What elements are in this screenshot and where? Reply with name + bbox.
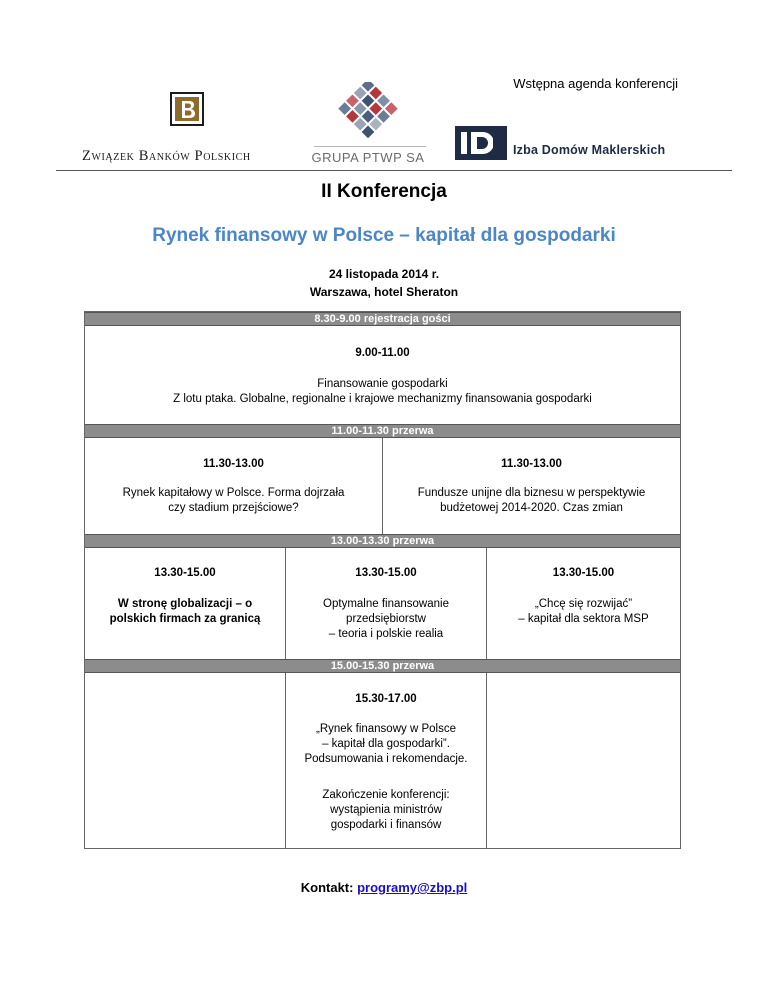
closing-line: wystąpienia ministrów (330, 804, 442, 816)
registration-band: 8.30-9.00 rejestracja gości (85, 312, 680, 326)
session1-description (85, 377, 680, 407)
closing-line: gospodarki i finansów (330, 819, 442, 831)
session3-col2-line: – teoria i polskie realia (328, 628, 444, 640)
session4-time: 15.30-17.00 (355, 693, 417, 705)
session3-col2-description (286, 597, 486, 642)
ptwp-divider (314, 146, 426, 147)
session1-time: 9.00-11.00 (355, 347, 410, 359)
session2-right-line: Fundusze unijne dla biznesu w perspektywie (417, 487, 646, 499)
session4-description (286, 722, 486, 767)
session2-left-line: czy stadium przejściowe? (168, 502, 299, 514)
closing-line: Zakończenie konferencji: (322, 789, 450, 801)
conference-title: Rynek finansowy w Polsce – kapitał dla gospodarki (152, 225, 616, 246)
session3-col1-line: W stronę globalizacji – o (117, 598, 253, 610)
session4-line: – kapitał dla gospodarki”. (322, 738, 450, 750)
session3-col2-line: Optymalne finansowanie (323, 598, 449, 610)
session2-right-description (383, 486, 680, 516)
session3-col2-time: 13.30-15.00 (355, 567, 417, 579)
session4-line: „Rynek finansowy w Polsce (316, 723, 456, 735)
break1-band: 11.00-11.30 przerwa (85, 424, 680, 438)
session1-subtitle: Z lotu ptaka. Globalne, regionalne i krajowe mechanizmy finansowania gospodarki (173, 393, 592, 405)
closing-description (286, 788, 486, 833)
contact-email-link[interactable]: programy@zbp.pl (357, 880, 468, 895)
session3-col3-line: – kapitał dla sektora MSP (518, 613, 649, 625)
session3-col1-description (85, 597, 285, 627)
document-status-note: Wstępna agenda konferencji (513, 76, 678, 91)
break3-band: 15.00-15.30 przerwa (85, 659, 680, 673)
header-divider (56, 170, 732, 171)
session4-line: Podsumowania i rekomendacje. (304, 753, 468, 765)
session1-title: Finansowanie gospodarki (317, 378, 448, 390)
idm-emblem-icon (455, 126, 507, 160)
agenda-table (84, 311, 681, 849)
break2-band: 13.00-13.30 przerwa (85, 534, 680, 548)
session2-right-time: 11.30-13.00 (501, 458, 562, 470)
zbp-logo-text: Związek Banków Polskich (82, 148, 251, 164)
session3-col1-line: polskich firmach za granicą (109, 613, 261, 625)
session3-col1-time: 13.30-15.00 (154, 567, 216, 579)
session2-right-line: budżetowej 2014-2020. Czas zmian (440, 502, 623, 514)
ptwp-mosaic-icon (300, 82, 436, 144)
session3-col3-description (487, 597, 680, 627)
session2-left-description (85, 486, 382, 516)
session3-col3-line: „Chcę się rozwijać” (534, 598, 633, 610)
conference-number: II Konferencja (321, 181, 447, 202)
zbp-emblem-icon (170, 92, 204, 126)
idm-logo (455, 126, 715, 160)
conference-place: Warszawa, hotel Sheraton (309, 285, 459, 299)
session3-col2-line: przedsiębiorstw (346, 613, 426, 625)
session3-col3-time: 13.30-15.00 (552, 567, 615, 579)
ptwp-logo-text: GRUPA PTWP SA (311, 150, 425, 165)
conference-date: 24 listopada 2014 r. (328, 267, 440, 281)
session2-left-time: 11.30-13.00 (203, 458, 264, 470)
idm-logo-text: Izba Domów Maklerskich (513, 143, 666, 157)
contact-label: Kontakt: (300, 880, 354, 895)
contact-line (0, 880, 768, 895)
conference-meta (0, 265, 768, 301)
session2-left-line: Rynek kapitałowy w Polsce. Forma dojrzała (122, 487, 345, 499)
session4-divider-right (486, 673, 487, 848)
